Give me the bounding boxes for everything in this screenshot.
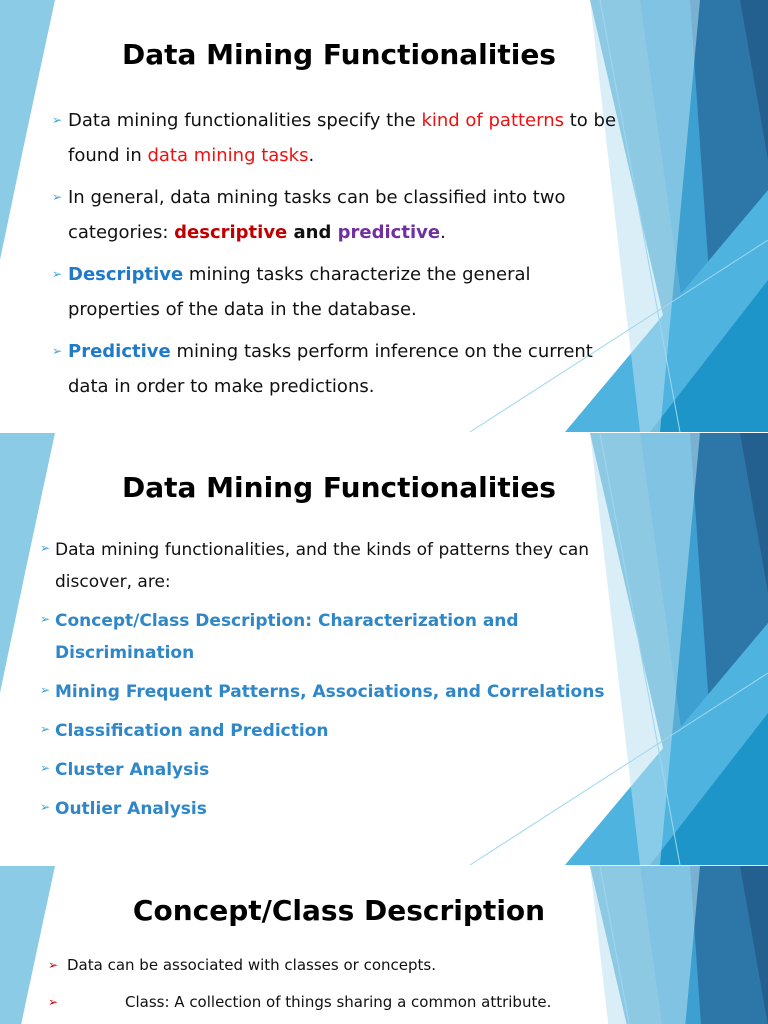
arrow-bullet-icon: ➢ <box>48 958 59 972</box>
arrow-bullet-icon: ➢ <box>40 541 51 555</box>
arrow-bullet-icon: ➢ <box>48 995 59 1009</box>
descriptive-keyword: Descriptive <box>68 264 184 285</box>
functionality-item: Mining Frequent Patterns, Associations, and Correlations <box>55 682 605 702</box>
descriptive-keyword: descriptive <box>174 221 288 243</box>
list-item <box>52 104 628 173</box>
bullet-text: Data mining functionalities specify the <box>68 110 422 131</box>
bullet-text: mining tasks perform inference on the current data in order to make predictions. <box>68 341 593 397</box>
bullet-text: Data can be associated with classes or concepts. <box>67 956 436 974</box>
list-item <box>40 605 645 669</box>
list-item <box>52 181 628 250</box>
list-item <box>52 258 628 327</box>
bullet-list <box>48 954 627 1024</box>
slide-title: Data Mining Functionalities <box>122 471 556 504</box>
bullet-text: and <box>287 221 338 243</box>
list-item <box>48 991 627 1013</box>
functionality-item: Outlier Analysis <box>55 799 207 819</box>
list-item <box>40 793 645 825</box>
predictive-keyword: predictive <box>337 221 441 243</box>
arrow-bullet-icon: ➢ <box>52 190 63 204</box>
slide-2 <box>0 433 768 865</box>
bullet-text: . <box>440 221 446 243</box>
highlight-text: data mining tasks <box>147 144 309 166</box>
functionality-item: Cluster Analysis <box>55 760 210 780</box>
arrow-bullet-icon: ➢ <box>40 800 51 814</box>
arrow-bullet-icon: ➢ <box>40 612 51 626</box>
list-item <box>40 754 645 786</box>
highlight-text: kind of patterns <box>421 110 565 131</box>
bullet-text: to be found in <box>68 110 617 166</box>
list-item <box>40 715 645 747</box>
bullet-text: Data mining functionalities, and the kinds of patterns they can discover, are: <box>55 540 590 592</box>
bullet-list <box>40 534 645 832</box>
bullet-text: mining tasks characterize the general properties of the data in the database. <box>68 264 531 320</box>
arrow-bullet-icon: ➢ <box>40 761 51 775</box>
arrow-bullet-icon: ➢ <box>40 683 51 697</box>
functionality-item: Classification and Prediction <box>55 721 329 741</box>
bullet-text: Class: A collection of things sharing a common attribute. <box>125 993 552 1011</box>
list-item <box>40 534 645 598</box>
predictive-keyword: Predictive <box>68 341 171 362</box>
list-item <box>40 676 645 708</box>
slide-title: Concept/Class Description <box>132 894 546 927</box>
arrow-bullet-icon: ➢ <box>52 344 63 358</box>
list-item <box>52 335 628 404</box>
slide-3 <box>0 866 768 1024</box>
functionality-item: Concept/Class Description: Characterization and Discrimination <box>55 611 519 663</box>
slide-title: Data Mining Functionalities <box>122 38 556 71</box>
bullet-text: In general, data mining tasks can be classified into two categories: <box>68 187 566 243</box>
list-item <box>48 954 627 976</box>
arrow-bullet-icon: ➢ <box>52 113 63 127</box>
bullet-text: . <box>308 144 315 166</box>
bullet-list <box>52 104 628 412</box>
slide-1 <box>0 0 768 432</box>
arrow-bullet-icon: ➢ <box>40 722 51 736</box>
arrow-bullet-icon: ➢ <box>52 267 63 281</box>
